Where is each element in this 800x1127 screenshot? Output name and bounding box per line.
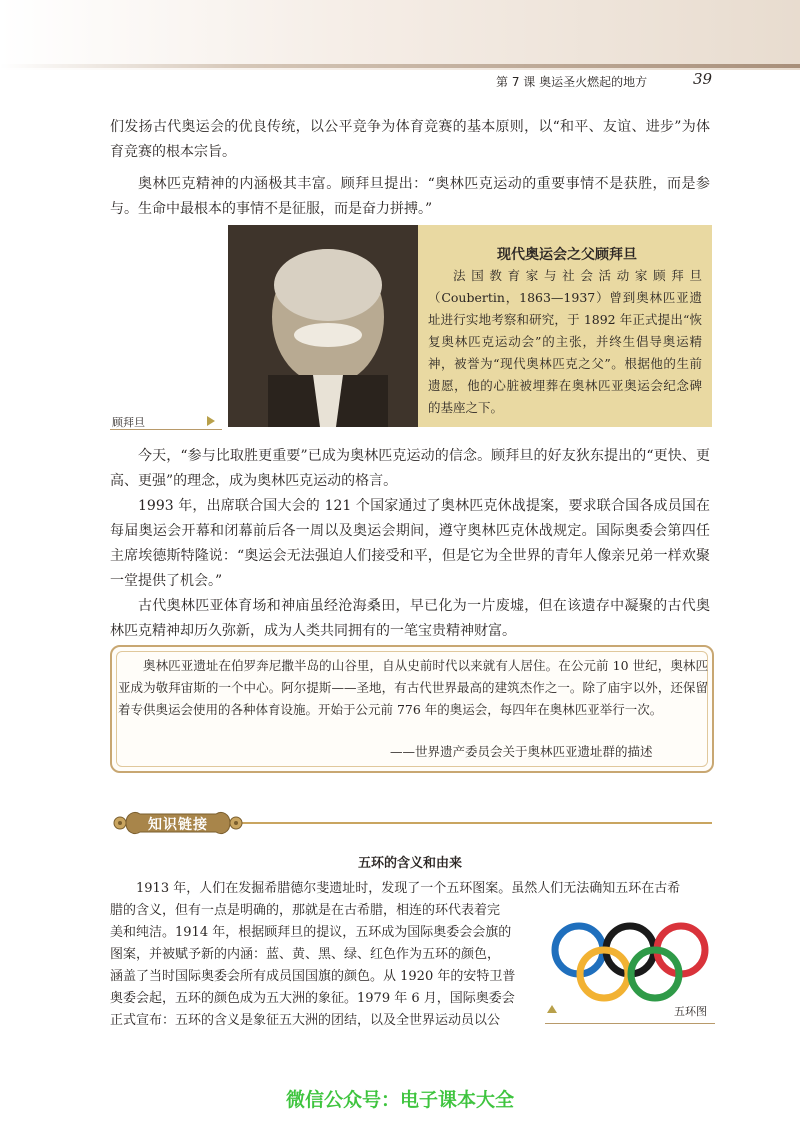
paragraph-2: 奥林匹克精神的内涵极其丰富。顾拜旦提出：“奥林匹克运动的重要事情不是获胜，而是参与。生命中最根本的事情不是征服，而是奋力拼搏。” <box>110 176 710 217</box>
paragraph-5: 古代奥林匹亚体育场和神庙虽经沧海桑田，早已化为一片废墟，但在该遗存中凝聚的古代奥林匹克精神却历久弥新，成为人类共同拥有的一笔宝贵精神财富。 <box>110 598 710 639</box>
page-number: 39 <box>693 70 713 88</box>
bio-title: 现代奥运会之父顾拜旦 <box>497 247 637 263</box>
section-line: 1913 年，人们在发掘希腊德尔斐遗址时，发现了一个五环图案。虽然人们无法确知五环在古希 <box>136 881 681 896</box>
section-line: 腊的含义，但有一点是明确的，那就是在古希腊，相连的环代表着完 <box>110 903 501 918</box>
watermark: 微信公众号：电子课本大全 <box>285 1089 514 1111</box>
portrait-caption: 顾拜旦 <box>112 416 145 429</box>
section-line: 图案，并被赋予新的内涵：蓝、黄、黑、绿、红色作为五环的颜色， <box>110 947 501 962</box>
chapter-header: 第 7 课 奥运圣火燃起的地方 <box>496 75 648 89</box>
paragraph-3: 今天，“参与比取胜更重要”已成为奥林匹克运动的信念。顾拜旦的好友狄东提出的“更快、更高、更强”的理念，成为奥林匹克运动的格言。 <box>110 448 710 489</box>
knowledge-label: 知识链接 <box>148 817 208 833</box>
section-line: 涵盖了当时国际奥委会所有成员国国旗的颜色。从 1920 年的安特卫普 <box>110 969 516 984</box>
knowledge-rule <box>200 822 712 824</box>
quote-text: 奥林匹亚遗址在伯罗奔尼撒半岛的山谷里，自从史前时代以来就有人居住。在公元前 10 世纪，奥林匹亚成为敬拜宙斯的一个中心。阿尔提斯——圣地，有古代世界最高的建筑杰作之一。除了庙宇以外，还保留着专供奥运会使用的各种体育设施。开始于公元前 776 年的奥运会，每四年在奥林匹亚举行一次。 <box>118 658 708 717</box>
header-band <box>0 0 800 70</box>
bio-text: 法国教育家与社会活动家顾拜旦（Coubertin，1863—1937）曾到奥林匹亚遗址进行实地考察和研究，于 1892 年正式提出“恢复奥林匹克运动会”的主张，并终生倡导奥运精神，被誉为“现代奥林匹克之父”。根据他的生前遗愿，他的心脏被埋葬在奥林匹亚奥运会纪念碑的基座之下。 <box>428 268 702 415</box>
olympic-rings-icon <box>545 912 715 1012</box>
paragraph-1: 们发扬古代奥运会的优良传统，以公平竞争为体育竞赛的基本原则，以“和平、友谊、进步”为体育竞赛的根本宗旨。 <box>110 119 710 160</box>
rings-caption: 五环图 <box>674 1005 707 1018</box>
caption-arrow-icon <box>547 1005 557 1013</box>
paragraph-4: 1993 年，出席联合国大会的 121 个国家通过了奥林匹克休战提案，要求联合国各成员国在每届奥运会开幕和闭幕前后各一周以及奥运会期间，遵守奥林匹克休战规定。国际奥委会第四任主席埃德斯特隆说：“奥运会无法强迫人们接受和平，但是它为全世界的青年人像亲兄弟一样欢聚一堂提供了机会。” <box>110 498 710 589</box>
section-title: 五环的含义和由来 <box>357 856 462 871</box>
section-line: 奥委会起，五环的颜色成为五大洲的象征。1979 年 6 月，国际奥委会 <box>110 991 515 1006</box>
section-line: 美和纯洁。1914 年，根据顾拜旦的提议，五环成为国际奥委会会旗的 <box>110 925 512 940</box>
quote-source: ——世界遗产委员会关于奥林匹亚遗址群的描述 <box>390 744 653 759</box>
header-rule <box>0 64 800 68</box>
coubertin-portrait <box>228 225 418 427</box>
caption-arrow-icon <box>207 416 215 426</box>
section-line: 正式宣布：五环的含义是象征五大洲的团结，以及全世界运动员以公 <box>110 1013 501 1028</box>
